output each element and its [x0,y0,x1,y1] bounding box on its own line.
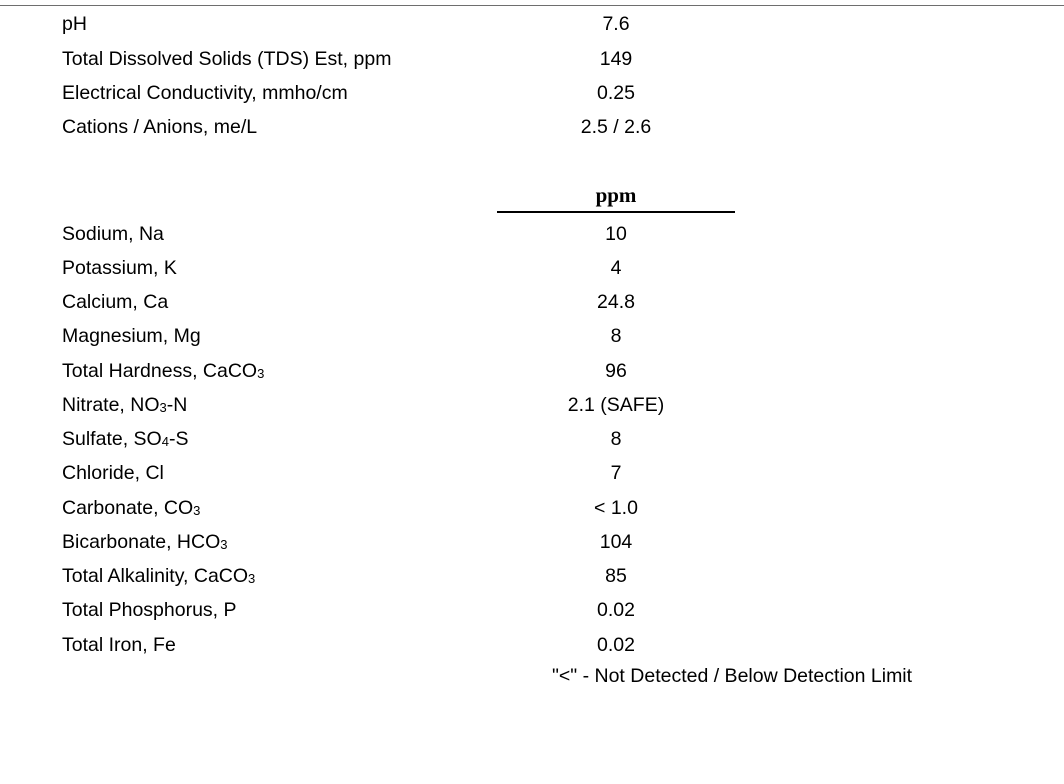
row-value: 10 [605,223,627,245]
detection-limit-footnote: "<" - Not Detected / Below Detection Limit [551,665,913,687]
general-row-tds [0,46,1064,72]
analyte-row [0,563,1064,589]
general-row-ph [0,11,1064,37]
analyte-row [0,529,1064,555]
analyte-row [0,460,1064,486]
analyte-row [0,323,1064,349]
row-value: 85 [605,565,627,587]
row-value: 104 [599,531,633,553]
row-value: 2.1 (SAFE) [567,394,665,416]
analyte-row [0,426,1064,452]
row-label: Electrical Conductivity, mmho/cm [62,82,348,104]
row-label: Chloride, Cl [62,462,164,484]
general-row-cations-anions [0,114,1064,140]
top-rule [0,5,1064,6]
row-label: Nitrate, NO3-N [62,394,188,416]
row-value: 7.6 [602,13,630,35]
analyte-row [0,392,1064,418]
row-value: < 1.0 [594,497,638,519]
row-label: Bicarbonate, HCO3 [62,531,228,553]
analyte-row [0,597,1064,623]
unit-header-rule [497,211,735,213]
row-value: 0.02 [597,599,635,621]
row-label: Total Phosphorus, P [62,599,237,621]
row-label: pH [62,13,87,35]
row-value: 8 [610,428,622,450]
row-value: 8 [610,325,622,347]
row-value: 4 [610,257,622,279]
analyte-row [0,221,1064,247]
row-label: Potassium, K [62,257,177,279]
row-label: Sodium, Na [62,223,164,245]
row-value: 149 [599,48,633,70]
row-label: Total Iron, Fe [62,634,176,656]
row-value: 0.02 [597,634,635,656]
general-row-conductivity [0,80,1064,106]
unit-header: ppm [595,183,637,207]
row-value: 96 [605,360,627,382]
row-label: Carbonate, CO3 [62,497,201,519]
analyte-row [0,255,1064,281]
row-value: 7 [610,462,622,484]
row-value: 2.5 / 2.6 [580,116,652,138]
row-label: Total Alkalinity, CaCO3 [62,565,256,587]
analyte-row [0,495,1064,521]
analyte-row [0,632,1064,658]
row-label: Total Dissolved Solids (TDS) Est, ppm [62,48,392,70]
analyte-row [0,358,1064,384]
row-label: Magnesium, Mg [62,325,201,347]
row-label: Sulfate, SO4-S [62,428,189,450]
row-label: Total Hardness, CaCO3 [62,360,265,382]
row-value: 0.25 [597,82,635,104]
row-label: Calcium, Ca [62,291,169,313]
row-label: Cations / Anions, me/L [62,116,258,138]
analyte-row [0,289,1064,315]
row-value: 24.8 [597,291,635,313]
